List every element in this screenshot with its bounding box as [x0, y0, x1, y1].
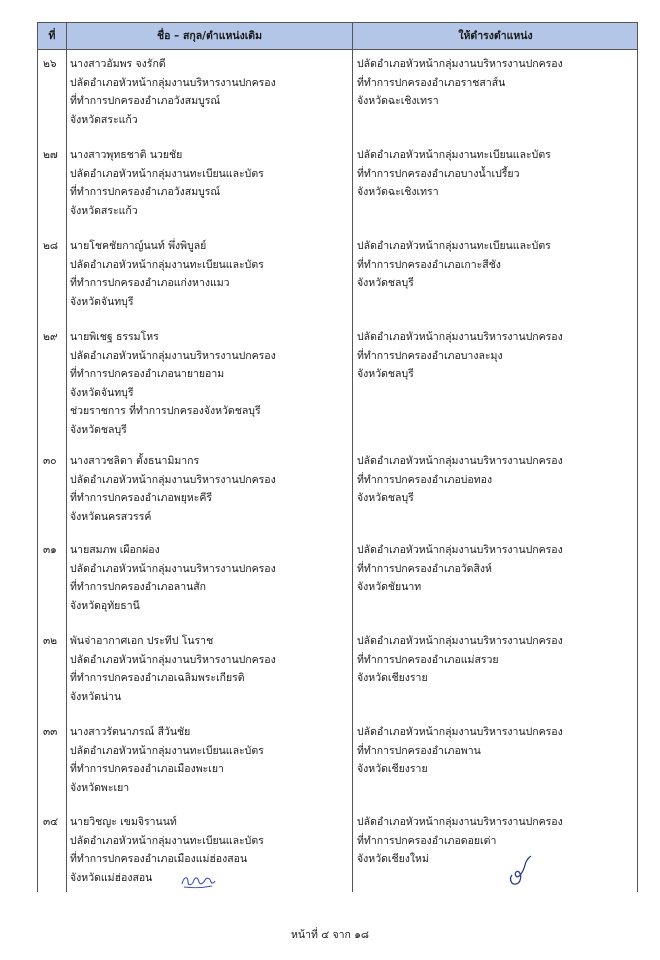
- new-position-line: จังหวัดเชียงราย: [357, 763, 428, 775]
- header-new-position: ให้ดำรงตำแหน่ง: [458, 30, 533, 42]
- new-position-line: จังหวัดเชียงราย: [357, 672, 428, 684]
- previous-position-line: ปลัดอำเภอหัวหน้ากลุ่มงานบริหารงานปกครอง: [70, 473, 276, 486]
- previous-position: [70, 55, 350, 129]
- previous-position: [70, 541, 350, 615]
- new-position: [357, 55, 633, 111]
- previous-position-line: ปลัดอำเภอหัวหน้ากลุ่มงานบริหารงานปกครอง: [70, 349, 276, 362]
- new-position-line: ปลัดอำเภอหัวหน้ากลุ่มงานบริหารงานปกครอง: [357, 331, 563, 343]
- previous-position-line: ปลัดอำเภอหัวหน้ากลุ่มงานบริหารงานปกครอง: [70, 562, 276, 575]
- previous-position-line: จังหวัดพะเยา: [70, 781, 130, 794]
- personnel-table: [37, 22, 638, 892]
- row-number: ๓๑: [43, 544, 57, 556]
- previous-position-line: ช่วยราชการ ที่ทำการปกครองจังหวัดชลบุรี: [70, 405, 261, 417]
- new-position: [357, 146, 633, 202]
- new-position-line: ที่ทำการปกครองอำเภอบ่อทอง: [357, 473, 493, 486]
- new-position: [357, 723, 633, 779]
- new-position-line: จังหวัดชลบุรี: [357, 277, 414, 289]
- new-position: [357, 452, 633, 508]
- previous-position: [70, 146, 350, 220]
- new-position-line: จังหวัดฉะเชิงเทรา: [357, 95, 439, 107]
- previous-position-line: ที่ทำการปกครองอำเภอวังสมบูรณ์: [70, 95, 221, 107]
- previous-position: [70, 328, 350, 439]
- new-position: [357, 328, 633, 384]
- row-number: ๓๓: [43, 726, 58, 738]
- previous-position-line: จังหวัดนครสวรรค์: [70, 510, 152, 523]
- previous-position-line: จังหวัดน่าน: [70, 690, 122, 703]
- new-position-line: ที่ทำการปกครองอำเภอเกาะสีชัง: [357, 258, 501, 271]
- previous-position-line: จังหวัดชลบุรี: [70, 423, 127, 436]
- previous-position: [70, 237, 350, 311]
- previous-position-line: ที่ทำการปกครองอำเภอแก่งหางแมว: [70, 277, 230, 289]
- new-position-line: ที่ทำการปกครองอำเภอบางน้ำเปรี้ยว: [357, 167, 520, 180]
- person-name: นายพิเชฐ ธรรมโหร: [70, 331, 159, 343]
- new-position: [357, 813, 633, 869]
- person-name: นายวิชญะ เขมจิรานนท์: [70, 816, 177, 828]
- new-position-line: จังหวัดเชียงใหม่: [357, 853, 429, 865]
- previous-position: [70, 452, 350, 526]
- row-number: ๓๐: [43, 455, 57, 467]
- previous-position-line: ที่ทำการปกครองอำเภอนายายอาม: [70, 368, 225, 380]
- new-position-line: จังหวัดฉะเชิงเทรา: [357, 186, 439, 198]
- new-position-line: ที่ทำการปกครองอำเภอดอยเต่า: [357, 834, 497, 847]
- new-position-line: จังหวัดชลบุรี: [357, 492, 414, 504]
- new-position-line: ปลัดอำเภอหัวหน้ากลุ่มงานบริหารงานปกครอง: [357, 726, 563, 738]
- previous-position-line: จังหวัดจันทบุรี: [70, 386, 134, 399]
- previous-position-line: ที่ทำการปกครองอำเภอพยุหะคีรี: [70, 492, 213, 504]
- person-name: นายสมภพ เผือกผ่อง: [70, 544, 160, 556]
- header-name: ชื่อ – สกุล/ตำแหน่งเดิม: [156, 30, 263, 42]
- person-name: พันจ่าอากาศเอก ประทีป โนราช: [70, 635, 214, 647]
- person-name: นางสาวชลิดา ตั้งธนามิมากร: [70, 455, 200, 467]
- previous-position-line: ที่ทำการปกครองอำเภอเมืองแม่ฮ่องสอน: [70, 853, 248, 865]
- previous-position-line: ปลัดอำเภอหัวหน้ากลุ่มงานทะเบียนและบัตร: [70, 167, 264, 180]
- row-number: ๒๘: [43, 240, 59, 252]
- previous-position-line: ที่ทำการปกครองอำเภอเฉลิมพระเกียรติ: [70, 672, 245, 684]
- previous-position-line: จังหวัดอุทัยธานี: [70, 599, 140, 612]
- new-position: [357, 632, 633, 688]
- new-position-line: ปลัดอำเภอหัวหน้ากลุ่มงานบริหารงานปกครอง: [357, 816, 563, 828]
- new-position-line: ที่ทำการปกครองอำเภอวัดสิงห์: [357, 562, 492, 575]
- new-position-line: ปลัดอำเภอหัวหน้ากลุ่มงานทะเบียนและบัตร: [357, 240, 551, 252]
- row-number: ๒๖: [43, 58, 57, 70]
- page-number: หน้าที่ ๔ จาก ๑๘: [290, 929, 370, 941]
- previous-position-line: ปลัดอำเภอหัวหน้ากลุ่มงานบริหารงานปกครอง: [70, 76, 276, 89]
- initials-signature: [178, 868, 218, 892]
- table-header: [38, 23, 637, 50]
- new-position-line: ปลัดอำเภอหัวหน้ากลุ่มงานทะเบียนและบัตร: [357, 149, 551, 161]
- approval-signature: [504, 853, 534, 889]
- row-number: ๓๔: [43, 816, 59, 828]
- previous-position-line: จังหวัดสระแก้ว: [70, 204, 138, 217]
- previous-position-line: จังหวัดจันทบุรี: [70, 295, 134, 308]
- person-name: นายโชคชัยกาญ์นนท์ พึ่งพิบูลย์: [70, 240, 207, 252]
- new-position: [357, 237, 633, 293]
- new-position-line: จังหวัดชัยนาท: [357, 581, 422, 593]
- person-name: นางสาวรัตนาภรณ์ สีวันชัย: [70, 726, 191, 738]
- previous-position-line: ที่ทำการปกครองอำเภอเมืองพะเยา: [70, 763, 224, 775]
- previous-position-line: ปลัดอำเภอหัวหน้ากลุ่มงานทะเบียนและบัตร: [70, 834, 264, 847]
- row-number: ๒๙: [43, 331, 58, 343]
- previous-position-line: ที่ทำการปกครองอำเภอวังสมบูรณ์: [70, 186, 221, 198]
- previous-position: [70, 723, 350, 797]
- previous-position-line: ที่ทำการปกครองอำเภอลานสัก: [70, 581, 207, 593]
- new-position-line: ที่ทำการปกครองอำเภอราชสาส์น: [357, 76, 506, 89]
- column-divider: [352, 23, 353, 892]
- previous-position-line: ปลัดอำเภอหัวหน้ากลุ่มงานทะเบียนและบัตร: [70, 744, 264, 757]
- new-position-line: ที่ทำการปกครองอำเภอพาน: [357, 744, 481, 757]
- new-position-line: ที่ทำการปกครองอำเภอบางละมุง: [357, 349, 503, 362]
- new-position-line: ปลัดอำเภอหัวหน้ากลุ่มงานบริหารงานปกครอง: [357, 455, 563, 467]
- previous-position-line: จังหวัดสระแก้ว: [70, 113, 138, 126]
- previous-position-line: ปลัดอำเภอหัวหน้ากลุ่มงานทะเบียนและบัตร: [70, 258, 264, 271]
- new-position-line: ปลัดอำเภอหัวหน้ากลุ่มงานบริหารงานปกครอง: [357, 544, 563, 556]
- header-no: ที่: [48, 30, 56, 42]
- new-position-line: ที่ทำการปกครองอำเภอแม่สรวย: [357, 653, 499, 666]
- new-position-line: จังหวัดชลบุรี: [357, 368, 414, 380]
- previous-position-line: จังหวัดแม่ฮ่องสอน: [70, 871, 153, 884]
- new-position-line: ปลัดอำเภอหัวหน้ากลุ่มงานบริหารงานปกครอง: [357, 58, 563, 70]
- person-name: นางสาวพุทธชาติ นวยชัย: [70, 149, 183, 161]
- column-divider: [66, 23, 67, 892]
- row-number: ๒๗: [43, 149, 58, 161]
- previous-position-line: ปลัดอำเภอหัวหน้ากลุ่มงานบริหารงานปกครอง: [70, 653, 276, 666]
- row-number: ๓๒: [43, 635, 58, 647]
- previous-position: [70, 632, 350, 706]
- person-name: นางสาวอัมพร จงรักดี: [70, 58, 166, 70]
- new-position: [357, 541, 633, 597]
- new-position-line: ปลัดอำเภอหัวหน้ากลุ่มงานบริหารงานปกครอง: [357, 635, 563, 647]
